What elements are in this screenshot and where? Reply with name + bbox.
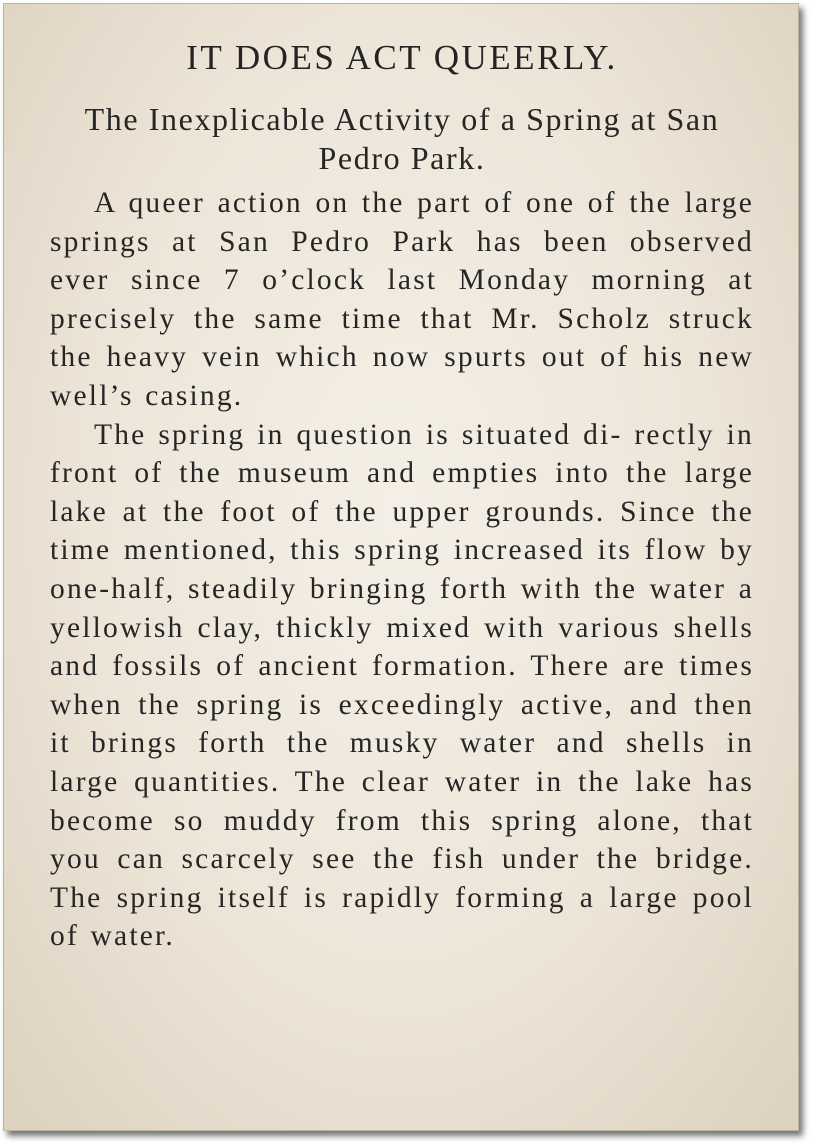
paragraph-2: The spring in question is situated di- rectly in front of the museum and empties into the large lake at the foot of the upper grounds. Since the time mentioned, this spring increased its flow by one-half, steadily bringing forth with the water a yellowish clay, thickly mixed with various shells and fossils of ancient formation. There are times when the spring is exceedingly active, and then it brings forth the musky water and shells in large quantities. The clear water in the lake has become so muddy from this spring alone, that you can scarcely see the fish under the bridge. The spring itself is rapidly forming a large pool of water. bbox=[50, 418, 754, 953]
subheadline: The Inexplicable Activity of a Spring at San Pedro Park. bbox=[84, 101, 720, 176]
newspaper-clipping bbox=[3, 3, 799, 1131]
article-body bbox=[50, 184, 754, 956]
headline: IT DOES ACT QUEERLY. bbox=[186, 38, 618, 77]
paragraph-1: A queer action on the part of one of the large springs at San Pedro Park has been observed ever since 7 o’clock last Monday morning at precisely the same time that Mr. Scholz struck the heavy vein which now spurts out of his new well’s casing. bbox=[50, 187, 754, 412]
